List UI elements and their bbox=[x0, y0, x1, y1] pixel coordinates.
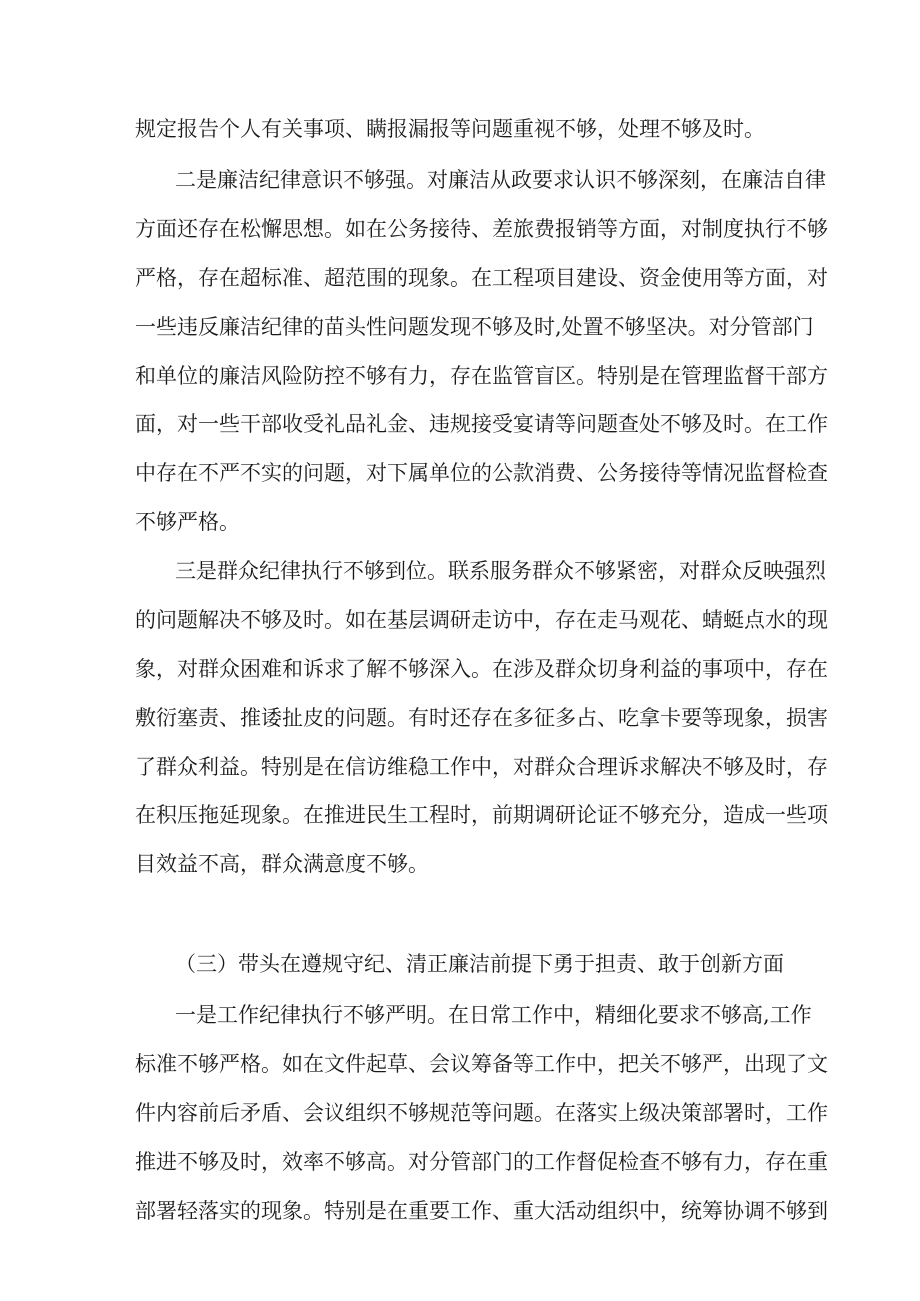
text-line: 件内容前后矛盾、会议组织不够规范等问题。在落实上级决策部署时，工作 bbox=[135, 1101, 828, 1125]
text-line: 在积压拖延现象。在推进民生工程时，前期调研论证不够充分，造成一些项 bbox=[135, 803, 828, 827]
text-line: 推进不够及时，效率不够高。对分管部门的工作督促检查不够有力，存在重 bbox=[135, 1150, 828, 1174]
text-line: 中存在不严不实的问题，对下属单位的公款消费、公务接待等情况监督检查 bbox=[135, 461, 828, 485]
text-line: 严格，存在超标准、超范围的现象。在工程项目建设、资金使用等方面，对 bbox=[135, 266, 828, 290]
text-line: 了群众利益。特别是在信访维稳工作中，对群众合理诉求解决不够及时，存 bbox=[135, 755, 828, 779]
text-line: 规定报告个人有关事项、瞒报漏报等问题重视不够，处理不够及时。 bbox=[135, 117, 765, 141]
text-line: 面，对一些干部收受礼品礼金、违规接受宴请等问题查处不够及时。在工作 bbox=[135, 412, 828, 436]
text-line: 方面还存在松懈思想。如在公务接待、差旅费报销等方面，对制度执行不够 bbox=[135, 217, 828, 241]
text-line: 标准不够严格。如在文件起草、会议筹备等工作中，把关不够严，出现了文 bbox=[135, 1052, 828, 1076]
section-heading: （三）带头在遵规守纪、清正廉洁前提下勇于担责、敢于创新方面 bbox=[175, 952, 784, 976]
text-line: 象，对群众困难和诉求了解不够深入。在涉及群众切身利益的事项中，存在 bbox=[135, 657, 828, 681]
text-line: 部署轻落实的现象。特别是在重要工作、重大活动组织中，统筹协调不够到 bbox=[135, 1199, 828, 1223]
text-line: 一些违反廉洁纪律的苗头性问题发现不够及时,处置不够坚决。对分管部门 bbox=[135, 315, 814, 339]
text-line: 的问题解决不够及时。如在基层调研走访中，存在走马观花、蜻蜓点水的现 bbox=[135, 608, 828, 632]
paragraph-start: 一是工作纪律执行不够严明。在日常工作中，精细化要求不够高,工作 bbox=[175, 1003, 812, 1027]
paragraph-start: 二是廉洁纪律意识不够强。对廉洁从政要求认识不够深刻，在廉洁自律 bbox=[175, 168, 826, 192]
paragraph-start: 三是群众纪律执行不够到位。联系服务群众不够紧密，对群众反映强烈 bbox=[175, 559, 826, 583]
text-line: 不够严格。 bbox=[135, 510, 240, 534]
text-line: 和单位的廉洁风险防控不够有力，存在监管盲区。特别是在管理监督干部方 bbox=[135, 364, 828, 388]
text-line: 敷衍塞责、推诿扯皮的问题。有时还存在多征多占、吃拿卡要等现象，损害 bbox=[135, 706, 828, 730]
text-line: 目效益不高，群众满意度不够。 bbox=[135, 852, 429, 876]
